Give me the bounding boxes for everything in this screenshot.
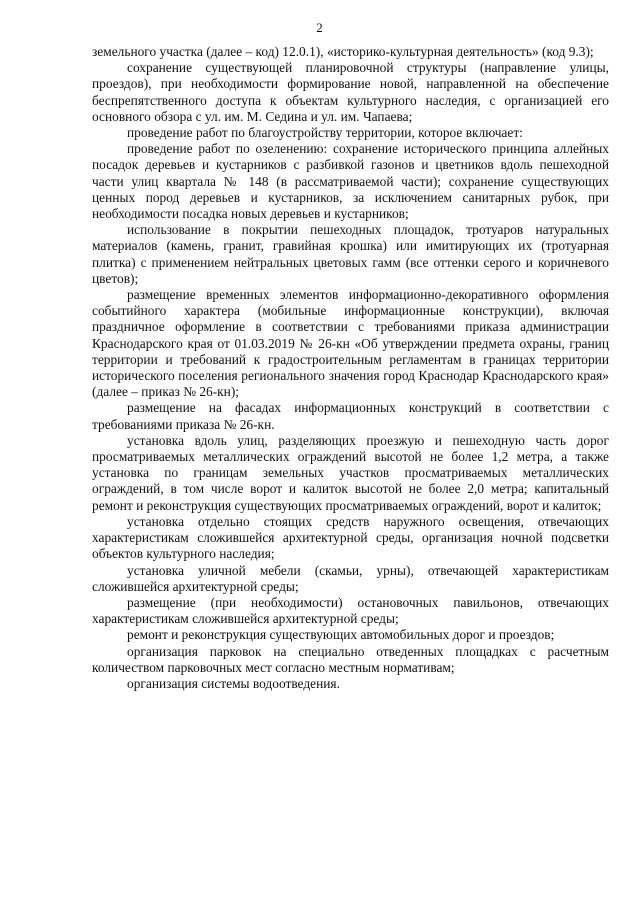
paragraph-greening: проведение работ по озеленению: сохранение исторического принципа аллейных посадок деревьев и кустарников с разбивкой газонов и цветников вдоль пешеходной части улиц квартала № 148 (в рассматриваемой части); сохранение существующих ценных пород деревьев и кустарников, за исключением санитарных рубок, при необходимости посадка новых деревьев и кустарников; <box>92 141 609 222</box>
page-number: 2 <box>316 20 323 35</box>
paragraph-street-furniture: установка уличной мебели (скамьи, урны), отвечающей характеристикам сложившейся архитектурной среды; <box>92 562 609 594</box>
paragraph-fences: установка вдоль улиц, разделяющих проезжую и пешеходную часть дорог просматриваемых металлических ограждений высотой не более 1,2 метра, а также установка по границам земельных участков просматриваемых металлических ограждений, в том числе ворот и калиток высотой не более 2,0 метра; капитальный ремонт и реконструкция существующих просматриваемых ограждений, ворот и калиток; <box>92 432 609 513</box>
paragraph-drainage: организация системы водоотведения. <box>127 675 340 691</box>
paragraph-land-use-code: земельного участка (далее – код) 12.0.1), «историко-культурная деятельность» (код 9.3); <box>92 44 594 59</box>
paragraph-parking: организация парковок на специально отведенных площадках с расчетным количеством парковочных мест согласно местным нормативам; <box>92 643 609 675</box>
paragraph-street-lighting: установка отдельно стоящих средств наружного освещения, отвечающих характеристикам сложившейся архитектурной среды, организация ночной подсветки объектов культурного наследия; <box>92 513 609 562</box>
paragraph-temporary-decor: размещение временных элементов информационно-декоративного оформления событийного характера (мобильные информационные конструкции), включая праздничное оформление в соответствии с требованиями приказа администрации Краснодарского края от 01.03.2019 № 26-кн «Об утверждении предмета охраны, границ территории и требований к градостроительным регламентам в границах территории исторического поселения регионального значения город Краснодар Краснодарского края» (далее – приказ № 26-кн); <box>92 287 609 400</box>
paragraph-facade-signage: размещение на фасадах информационных конструкций в соответствии с требованиями приказа № 26-кн. <box>92 400 609 432</box>
paragraph-landscaping-works: проведение работ по благоустройству территории, которое включает: <box>127 125 523 141</box>
paragraph-paving-materials: использование в покрытии пешеходных площадок, тротуаров натуральных материалов (камень, гранит, гравийная крошка) или имитирующих их (тротуарная плитка) с применением нейтральных цветовых гамм (все оттенки серого и коричневого цветов); <box>92 222 609 286</box>
document-body <box>92 44 609 692</box>
paragraph-bus-shelters: размещение (при необходимости) остановочных павильонов, отвечающих характеристикам сложившейся архитектурной среды; <box>92 594 609 627</box>
paragraph-planning-structure: сохранение существующей планировочной структуры (направление улицы, проездов), при необходимости формирование новой, направленной на обеспечение беспрепятственного доступа к объектам культурного наследия, с организацией его основного обзора с ул. им. М. Седина и ул. им. Чапаева; <box>92 60 609 124</box>
paragraph-road-repair: ремонт и реконструкция существующих автомобильных дорог и проездов; <box>127 627 555 643</box>
